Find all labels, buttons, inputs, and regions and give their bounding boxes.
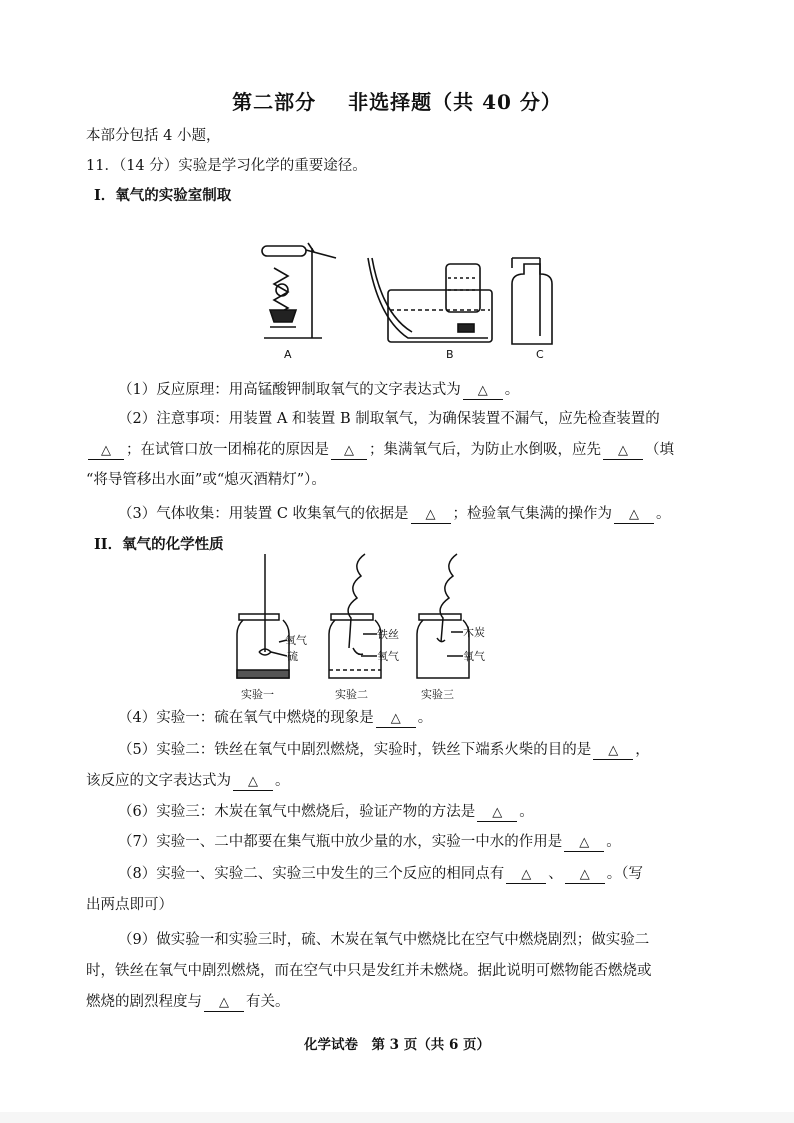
answer-blank[interactable]: △	[411, 507, 451, 524]
experiment-1	[237, 554, 289, 678]
question-2-line1: （2）注意事项：用装置 A 和装置 B 制取氧气，为确保装置不漏气，应先检查装置的	[118, 411, 660, 427]
apparatus-figure	[250, 228, 560, 363]
section-label: 非选择题（共 40 分）	[348, 90, 562, 114]
part1-title: I．氧气的实验室制取	[94, 187, 232, 204]
answer-blank[interactable]: △	[603, 443, 643, 460]
intro-text: 本部分包括 4 小题，	[86, 128, 221, 144]
question-8-line1: （8）实验一、实验二、实验三中发生的三个反应的相同点有 △ 、 △ 。（写	[118, 866, 643, 882]
question-9-line1: （9）做实验一和实验三时，硫、木炭在氧气中燃烧比在空气中燃烧剧烈；做实验二	[118, 932, 650, 948]
label-c: C	[536, 348, 544, 361]
experiment-2	[329, 554, 381, 678]
answer-blank[interactable]: △	[565, 867, 605, 884]
answer-blank[interactable]: △	[564, 835, 604, 852]
caption-exp2: 实验二	[335, 688, 368, 701]
apparatus-b	[368, 258, 492, 342]
question-7: （7）实验一、二中都要在集气瓶中放少量的水，实验一中水的作用是 △ 。	[118, 834, 621, 850]
question-9-line2: 时，铁丝在氧气中剧烈燃烧，而在空气中只是发红并未燃烧。据此说明可燃物能否燃烧或	[86, 963, 652, 979]
label-oxygen-2: 氧气	[377, 650, 399, 663]
question-8-line2: 出两点即可）	[86, 897, 173, 913]
page-footer: 化学试卷 第 3 页（共 6 页）	[303, 1037, 491, 1053]
question-3: （3）气体收集：用装置 C 收集氧气的依据是 △ ；检验氧气集满的操作为 △ 。	[118, 506, 671, 522]
experiment-figure	[225, 552, 515, 702]
scan-edge	[0, 1112, 794, 1123]
question-4: （4）实验一：硫在氧气中燃烧的现象是 △ 。	[118, 710, 433, 726]
answer-blank[interactable]: △	[463, 383, 503, 400]
part2-title: II．氧气的化学性质	[94, 536, 224, 553]
answer-blank[interactable]: △	[506, 867, 546, 884]
apparatus-c	[512, 258, 552, 344]
answer-blank[interactable]: △	[331, 443, 367, 460]
label-sulfur: 硫	[287, 650, 298, 663]
label-a: A	[284, 348, 292, 361]
label-oxygen-1: 氧气	[285, 634, 307, 647]
question-11-stem: 11．（14 分）实验是学习化学的重要途径。	[86, 158, 367, 174]
answer-blank[interactable]: △	[204, 995, 244, 1012]
question-1: （1）反应原理：用高锰酸钾制取氧气的文字表达式为 △ 。	[118, 382, 520, 398]
apparatus-a	[262, 243, 336, 338]
question-2-line2: △ ；在试管口放一团棉花的原因是 △ ；集满氧气后，为防止水倒吸，应先 △ （填	[86, 440, 674, 460]
section-title	[0, 86, 794, 115]
caption-exp1: 实验一	[241, 688, 274, 701]
question-9-line3: 燃烧的剧烈程度与 △ 有关。	[86, 994, 290, 1010]
part-label: 第二部分	[232, 90, 317, 114]
answer-blank[interactable]: △	[376, 711, 416, 728]
answer-blank[interactable]: △	[233, 774, 273, 791]
label-oxygen-3: 氧气	[463, 650, 485, 663]
answer-blank[interactable]: △	[88, 443, 124, 460]
label-b: B	[446, 348, 454, 361]
label-iron-wire: 铁丝	[377, 628, 399, 641]
caption-exp3: 实验三	[421, 688, 454, 701]
question-6: （6）实验三：木炭在氧气中燃烧后，验证产物的方法是 △ 。	[118, 804, 534, 820]
experiment-3	[417, 554, 469, 678]
question-2-line3: “将导管移出水面”或“熄灭酒精灯”）。	[86, 472, 326, 488]
question-5-line2: 该反应的文字表达式为 △ 。	[86, 773, 290, 789]
question-5-line1: （5）实验二：铁丝在氧气中剧烈燃烧，实验时，铁丝下端系火柴的目的是 △ ，	[118, 742, 650, 758]
answer-blank[interactable]: △	[614, 507, 654, 524]
label-charcoal: 木炭	[463, 626, 485, 639]
answer-blank[interactable]: △	[477, 805, 517, 822]
answer-blank[interactable]: △	[593, 743, 633, 760]
